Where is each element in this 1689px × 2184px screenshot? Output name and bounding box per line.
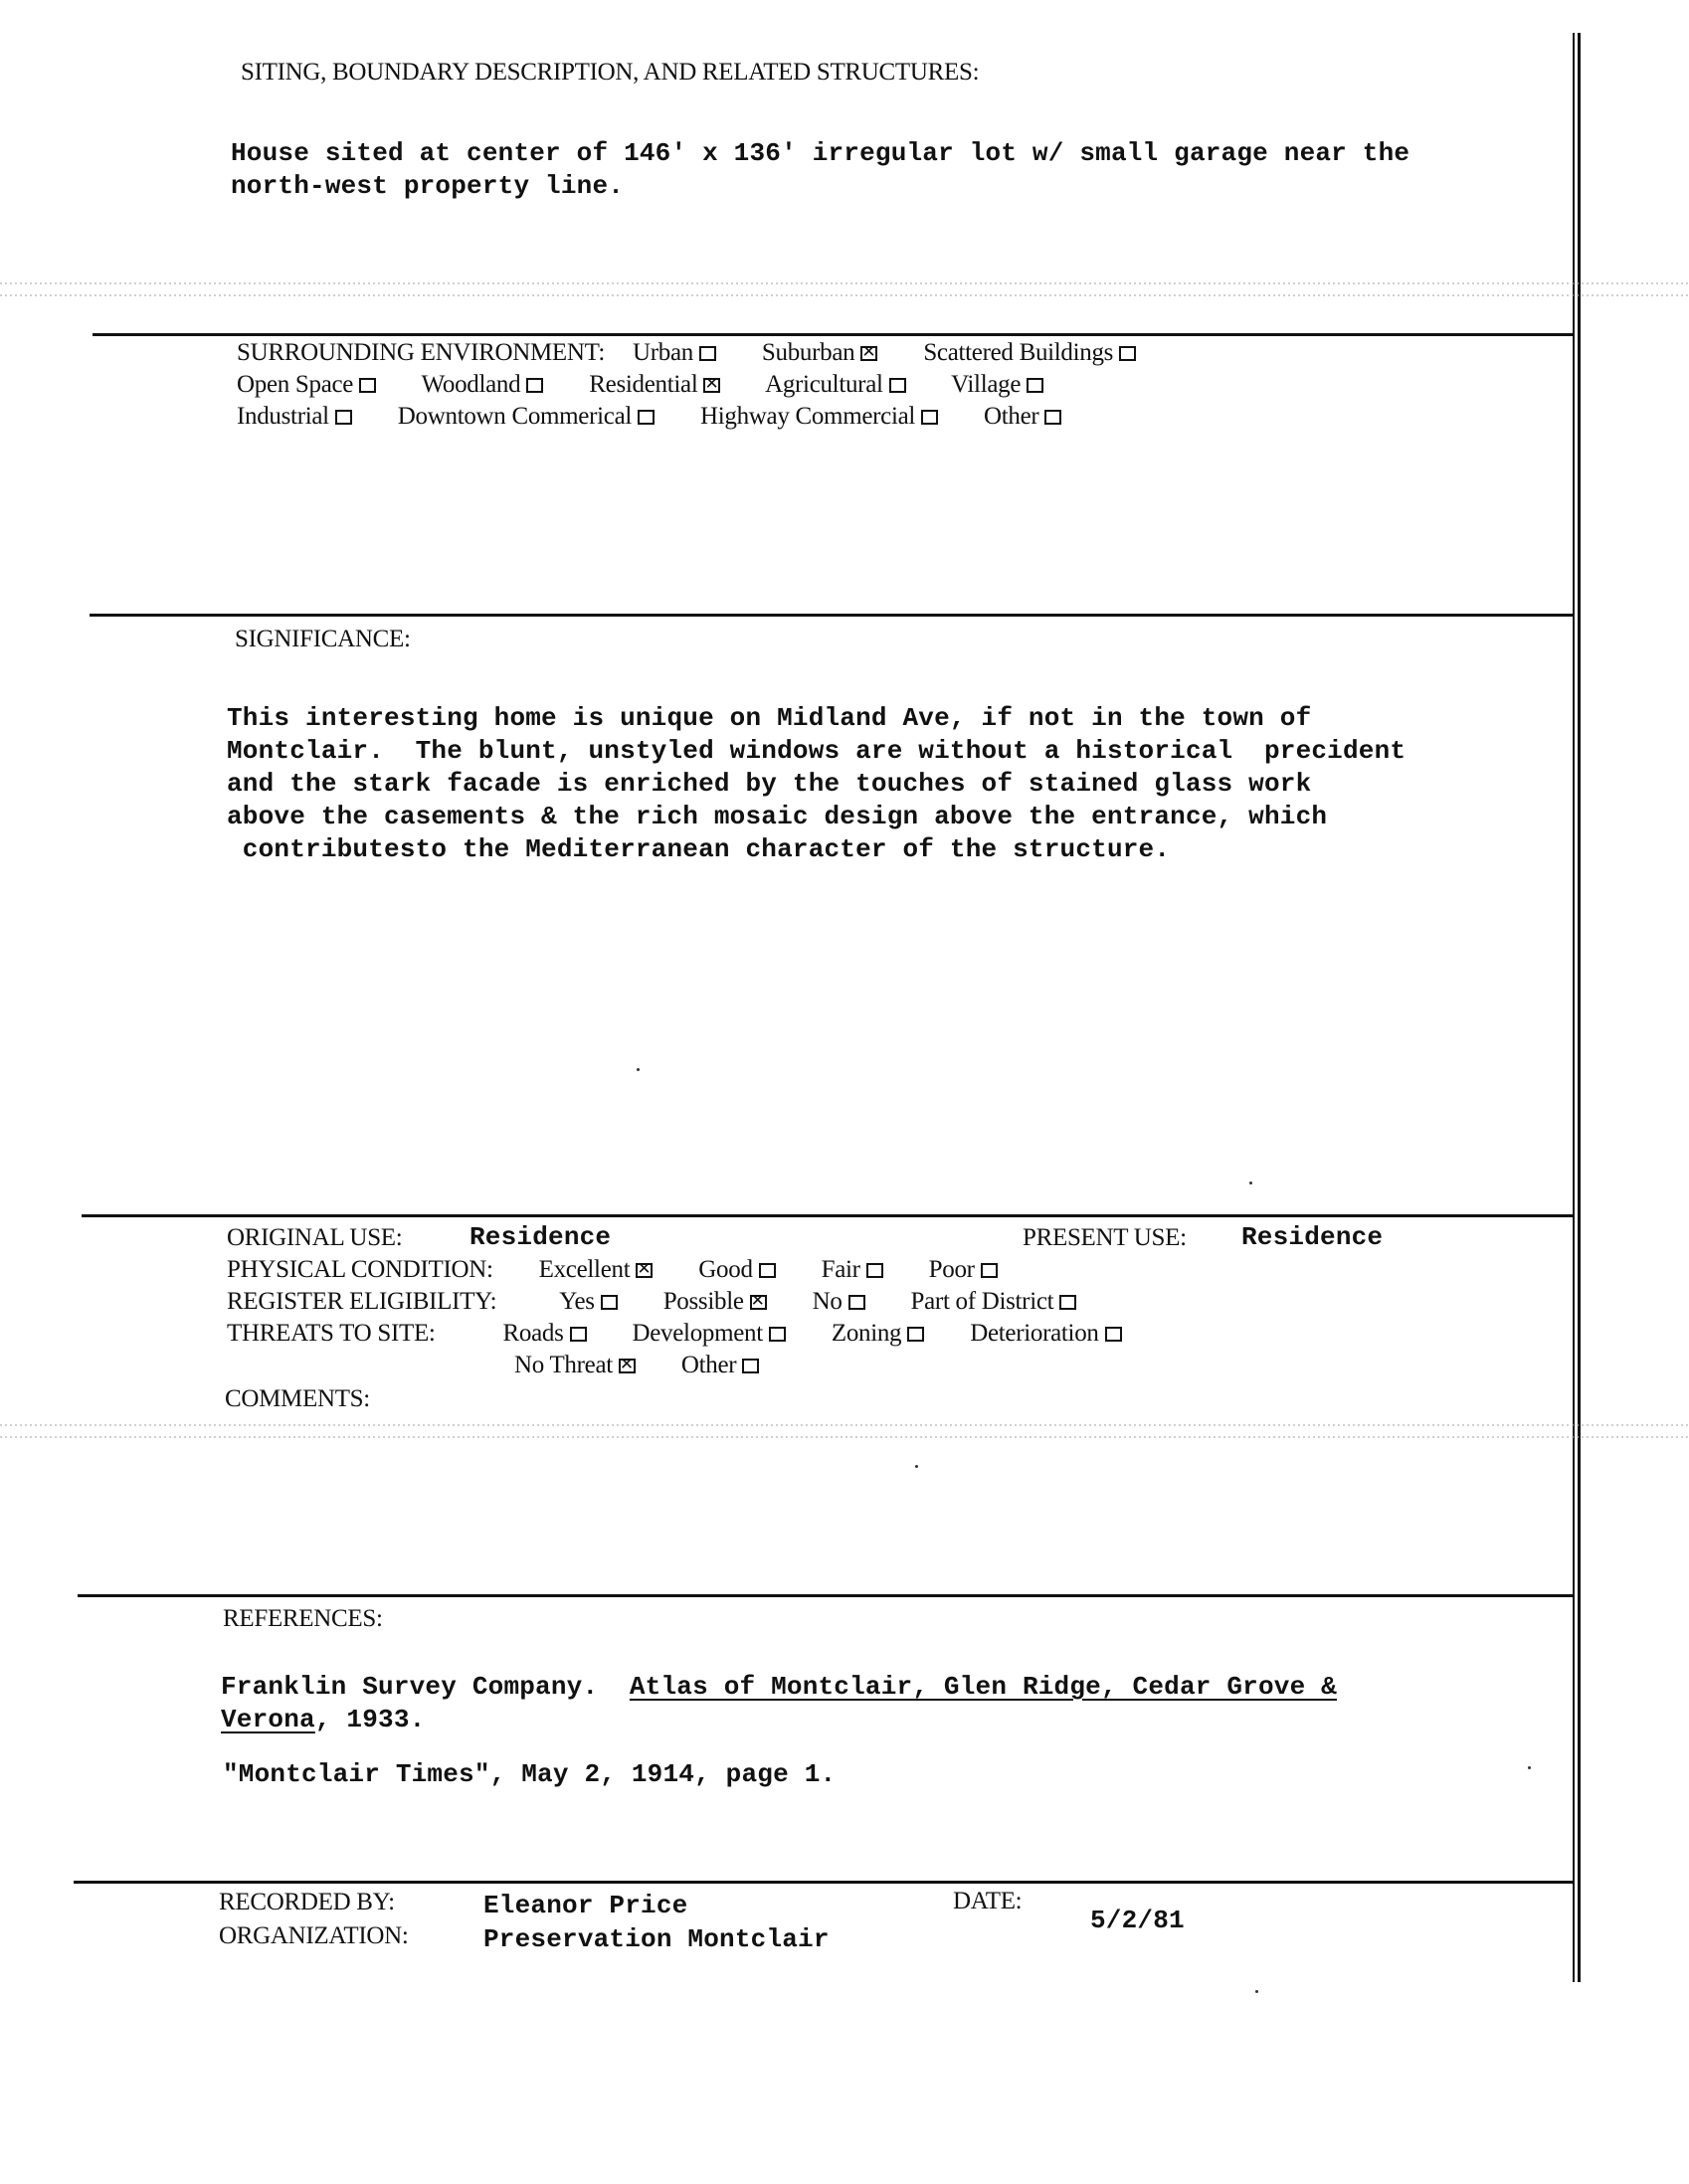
section-divider (74, 1881, 1575, 1884)
reference-1-line-2 (221, 1704, 1337, 1736)
checkbox[interactable] (742, 1359, 759, 1373)
scan-speck (1255, 1990, 1258, 1993)
checkbox[interactable] (526, 378, 543, 393)
significance-text (227, 702, 1406, 866)
option-part-of-district[interactable]: Part of District (911, 1288, 1077, 1315)
present-use-label: PRESENT USE: (1023, 1224, 1187, 1251)
siting-line: House sited at center of 146' x 136' irregular lot w/ small garage near the (231, 138, 1410, 168)
option-scattered-buildings[interactable]: Scattered Buildings (923, 339, 1136, 366)
threats-row-1 (227, 1319, 1122, 1349)
option-roads[interactable]: Roads (503, 1320, 587, 1347)
physical-condition-row (227, 1255, 998, 1285)
checkbox-checked[interactable] (619, 1359, 636, 1373)
option-zoning[interactable]: Zoning (832, 1320, 924, 1347)
option-deterioration[interactable]: Deterioration (970, 1320, 1121, 1347)
scan-artifact-line (0, 282, 1689, 284)
significance-line: This interesting home is unique on Midland Ave, if not in the town of (227, 703, 1312, 733)
option-excellent[interactable]: Excellent✕ (539, 1256, 654, 1283)
checkbox-checked[interactable] (750, 1295, 767, 1310)
option-highway-commercial[interactable]: Highway Commercial (700, 403, 938, 430)
checkbox[interactable] (570, 1327, 587, 1342)
threats-row-2 (514, 1351, 759, 1380)
reference-year: , 1933. (314, 1705, 426, 1734)
recorded-by-value: Eleanor Price (483, 1891, 688, 1920)
environment-heading: SURROUNDING ENVIRONMENT: (237, 339, 606, 366)
option-downtown-commercial[interactable]: Downtown Commerical (398, 403, 655, 430)
date-label: DATE: (953, 1888, 1023, 1914)
checkbox[interactable] (866, 1263, 883, 1278)
checkbox[interactable] (601, 1295, 618, 1310)
option-fair[interactable]: Fair (822, 1256, 883, 1283)
original-use-value: Residence (469, 1222, 612, 1252)
scan-speck (1528, 1766, 1531, 1769)
section-divider (93, 333, 1575, 336)
significance-line: and the stark facade is enriched by the touches of stained glass work (227, 769, 1312, 799)
environment-row-2 (237, 370, 1043, 400)
date-value: 5/2/81 (1090, 1906, 1185, 1935)
organization-label: ORGANIZATION: (219, 1922, 409, 1949)
recorded-by-label: RECORDED BY: (219, 1889, 395, 1915)
significance-line: above the casements & the rich mosaic design above the entrance, which (227, 802, 1328, 831)
siting-text (231, 137, 1409, 203)
reference-2: "Montclair Times", May 2, 1914, page 1. (223, 1759, 837, 1789)
scan-speck (915, 1465, 918, 1468)
checkbox[interactable] (359, 378, 376, 393)
reference-1-line-1 (221, 1671, 1337, 1704)
option-woodland[interactable]: Woodland (422, 371, 544, 398)
option-no[interactable]: No (813, 1288, 865, 1315)
option-urban[interactable]: Urban (633, 339, 716, 366)
reference-1 (221, 1671, 1337, 1736)
option-development[interactable]: Development (633, 1320, 786, 1347)
checkbox[interactable] (1059, 1295, 1076, 1310)
option-suburban[interactable]: Suburban✕ (762, 339, 877, 366)
right-border-inner (1573, 33, 1575, 1982)
scan-artifact-line (0, 1436, 1689, 1438)
register-eligibility-row (227, 1287, 1076, 1317)
option-industrial[interactable]: Industrial (237, 403, 352, 430)
significance-heading: SIGNIFICANCE: (235, 626, 411, 652)
option-village[interactable]: Village (951, 371, 1043, 398)
checkbox-checked[interactable] (636, 1263, 653, 1278)
checkbox[interactable] (1027, 378, 1043, 393)
option-other[interactable]: Other (984, 403, 1061, 430)
checkbox[interactable] (907, 1327, 924, 1342)
references-heading: REFERENCES: (223, 1605, 383, 1632)
checkbox[interactable] (335, 410, 352, 425)
checkbox[interactable] (638, 410, 655, 425)
checkbox[interactable] (699, 346, 716, 361)
checkbox[interactable] (981, 1263, 998, 1278)
checkbox-checked[interactable] (703, 378, 720, 393)
original-use-label: ORIGINAL USE: (227, 1224, 403, 1251)
register-eligibility-label: REGISTER ELIGIBILITY: (227, 1288, 497, 1315)
option-possible[interactable]: Possible✕ (663, 1288, 767, 1315)
checkbox[interactable] (889, 378, 906, 393)
reference-author: Franklin Survey Company. (221, 1672, 630, 1702)
right-border-outer (1578, 33, 1581, 1982)
scan-artifact-line (0, 1424, 1689, 1426)
option-open-space[interactable]: Open Space (237, 371, 376, 398)
environment-row-1 (237, 338, 1136, 368)
option-agricultural[interactable]: Agricultural (765, 371, 906, 398)
present-use-value: Residence (1241, 1222, 1384, 1252)
reference-title-cont: Verona (221, 1705, 315, 1734)
checkbox[interactable] (759, 1263, 776, 1278)
option-no-threat[interactable]: No Threat✕ (514, 1352, 636, 1378)
significance-line: Montclair. The blunt, unstyled windows are without a historical precident (227, 736, 1407, 766)
option-yes[interactable]: Yes (559, 1288, 617, 1315)
option-good[interactable]: Good (698, 1256, 775, 1283)
checkbox[interactable] (1119, 346, 1136, 361)
scan-artifact-line (0, 294, 1689, 296)
siting-heading: SITING, BOUNDARY DESCRIPTION, AND RELATED STRUCTURES: (241, 59, 980, 86)
section-divider (90, 614, 1575, 617)
checkbox-checked[interactable] (860, 346, 877, 361)
checkbox[interactable] (769, 1327, 786, 1342)
significance-line: contributesto the Mediterranean character of the structure. (227, 834, 1171, 864)
threats-label: THREATS TO SITE: (227, 1320, 436, 1347)
physical-condition-label: PHYSICAL CONDITION: (227, 1256, 493, 1283)
checkbox[interactable] (1105, 1327, 1122, 1342)
option-threat-other[interactable]: Other (681, 1352, 759, 1378)
environment-row-3 (237, 402, 1061, 432)
checkbox[interactable] (848, 1295, 865, 1310)
siting-line: north-west property line. (231, 171, 625, 201)
organization-value: Preservation Montclair (483, 1924, 830, 1954)
scan-speck (1249, 1182, 1252, 1184)
section-divider (82, 1214, 1575, 1217)
option-residential[interactable]: Residential✕ (589, 371, 720, 398)
section-divider (78, 1594, 1575, 1597)
reference-title: Atlas of Montclair, Glen Ridge, Cedar Grove & (629, 1672, 1337, 1702)
comments-label: COMMENTS: (225, 1385, 370, 1412)
option-poor[interactable]: Poor (929, 1256, 998, 1283)
scan-speck (637, 1068, 640, 1071)
checkbox[interactable] (1044, 410, 1061, 425)
checkbox[interactable] (921, 410, 938, 425)
